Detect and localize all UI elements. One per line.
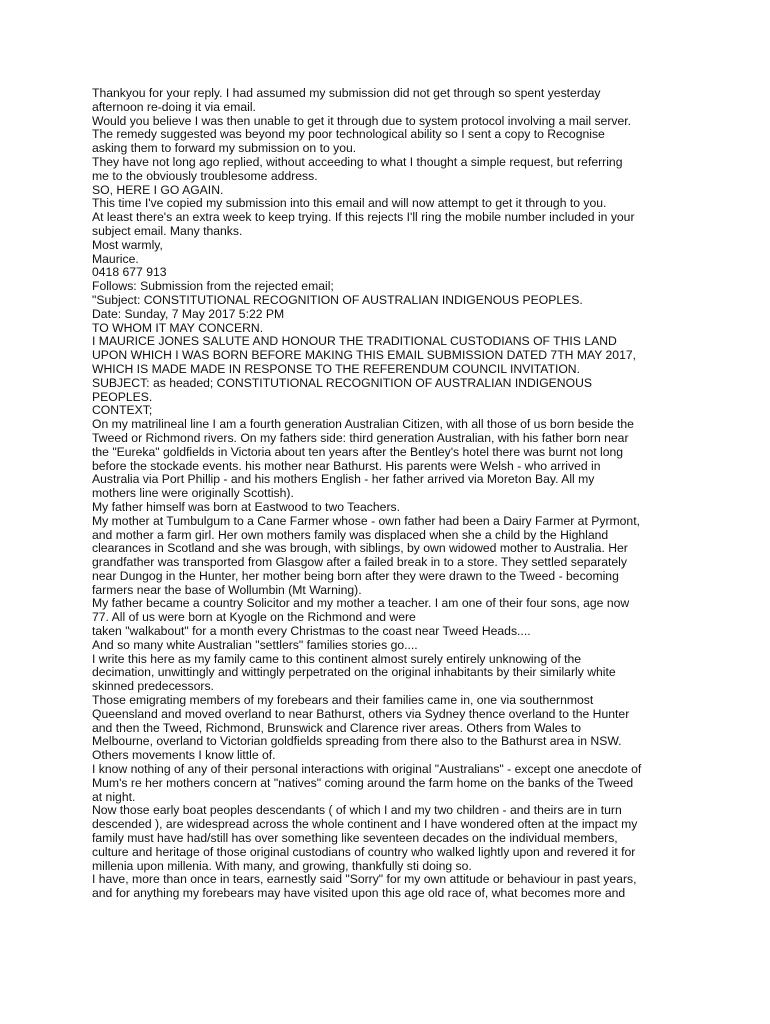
text-line: Most warmly, bbox=[92, 237, 163, 252]
text-line: CONTEXT; bbox=[92, 403, 153, 418]
text-line: PEOPLES. bbox=[92, 389, 153, 404]
text-line: 0418 677 913 bbox=[92, 265, 167, 280]
text-line: At least there's an extra week to keep trying. If this rejects I'll ring the mobile number included in your bbox=[92, 210, 635, 225]
text-line: Date: Sunday, 7 May 2017 5:22 PM bbox=[92, 306, 285, 321]
text-line: This time I've copied my submission into this email and will now attempt to get it through to you. bbox=[92, 196, 607, 211]
text-line: subject email. Many thanks. bbox=[92, 223, 243, 238]
text-line: the "Eureka" goldfields in Victoria about ten years after the Bentley's hotel there was burnt not long bbox=[92, 444, 624, 459]
text-line: 77. All of us were born at Kyogle on the Richmond and were bbox=[92, 610, 416, 625]
text-line: SUBJECT: as headed; CONSTITUTIONAL RECOGNITION OF AUSTRALIAN INDIGENOUS bbox=[92, 375, 593, 390]
text-line: Queensland and moved overland to near Bathurst, others via Sydney thence overland to the Hunter bbox=[92, 706, 630, 721]
text-line: On my matrilineal line I am a fourth generation Australian Citizen, with all those of us born beside the bbox=[92, 417, 634, 432]
text-line: farmers near the base of Wollumbin (Mt Warning). bbox=[92, 582, 362, 597]
document-page bbox=[92, 87, 682, 901]
text-line: Mum's re her mothers concern at "natives" coming around the farm home on the banks of the Tweed bbox=[92, 775, 634, 790]
text-line: I MAURICE JONES SALUTE AND HONOUR THE TRADITIONAL CUSTODIANS OF THIS LAND bbox=[92, 334, 617, 349]
text-line: My father himself was born at Eastwood to two Teachers. bbox=[92, 499, 400, 514]
text-line: "Subject: CONSTITUTIONAL RECOGNITION OF AUSTRALIAN INDIGENOUS PEOPLES. bbox=[92, 292, 583, 307]
text-line: I know nothing of any of their personal interactions with original "Australians" - except one anecdote of bbox=[92, 762, 642, 777]
text-line: asking them to forward my submission on to you. bbox=[92, 141, 357, 156]
text-line: descended ), are widespread across the whole continent and I have wondered often at the impact my bbox=[92, 817, 638, 832]
text-line: Would you believe I was then unable to get it through due to system protocol involving a mail server. bbox=[92, 113, 632, 128]
text-line: mothers line were originally Scottish). bbox=[92, 486, 294, 501]
text-line: millenia upon millenia. With many, and growing, thankfully sti doing so. bbox=[92, 858, 472, 873]
text-line: skinned predecessors. bbox=[92, 679, 214, 694]
text-line: before the stockade events. his mother near Bathurst. His parents were Welsh - who arrived in bbox=[92, 458, 601, 473]
text-line: They have not long ago replied, without acceeding to what I thought a simple request, but referring bbox=[92, 154, 623, 169]
text-line: grandfather was transported from Glasgow after a failed break in to a store. They settled separately bbox=[92, 555, 627, 570]
text-line: I have, more than once in tears, earnestly said "Sorry" for my own attitude or behaviour in past years, bbox=[92, 872, 637, 887]
text-line: clearances in Scotland and she was brough, with siblings, by own widowed mother to Australia. Her bbox=[92, 541, 628, 556]
text-line: My mother at Tumbulgum to a Cane Farmer whose - own father had been a Dairy Farmer at Pyrmont, bbox=[92, 513, 640, 528]
text-line: WHICH IS MADE MADE IN RESPONSE TO THE REFERENDUM COUNCIL INVITATION. bbox=[92, 361, 580, 376]
text-line: at night. bbox=[92, 789, 136, 804]
text-line: me to the obviously troublesome address. bbox=[92, 168, 318, 183]
text-line: UPON WHICH I WAS BORN BEFORE MAKING THIS EMAIL SUBMISSION DATED 7TH MAY 2017, bbox=[92, 348, 637, 363]
text-line: SO, HERE I GO AGAIN. bbox=[92, 182, 224, 197]
text-line: near Dungog in the Hunter, her mother being born after they were drawn to the Tweed - becoming bbox=[92, 568, 619, 583]
text-line: decimation, unwittingly and wittingly perpetrated on the original inhabitants by their similarly white bbox=[92, 665, 616, 680]
text-line: Australia via Port Phillip - and his mothers English - her father arrived via Moreton Bay. All my bbox=[92, 472, 595, 487]
text-line: Melbourne, overland to Victorian goldfields spreading from there also to the Bathurst area in NSW. bbox=[92, 734, 622, 749]
text-line: I write this here as my family came to this continent almost surely entirely unknowing of the bbox=[92, 651, 582, 666]
text-line: And so many white Australian "settlers" families stories go.... bbox=[92, 637, 418, 652]
text-line: Now those early boat peoples descendants ( of which I and my two children - and theirs are in turn bbox=[92, 803, 622, 818]
text-line: The remedy suggested was beyond my poor technological ability so I sent a copy to Recognise bbox=[92, 127, 605, 142]
text-line: taken "walkabout" for a month every Christmas to the coast near Tweed Heads.... bbox=[92, 624, 531, 639]
text-line: and for anything my forebears may have visited upon this age old race of, what becomes more and bbox=[92, 886, 626, 901]
text-line: Maurice. bbox=[92, 251, 139, 266]
text-line: Others movements I know little of. bbox=[92, 748, 276, 763]
text-line: TO WHOM IT MAY CONCERN. bbox=[92, 320, 264, 335]
text-line: and then the Tweed, Richmond, Brunswick and Clarence river areas. Others from Wales to bbox=[92, 720, 582, 735]
text-line: culture and heritage of those original custodians of country who walked lightly upon and revered it for bbox=[92, 844, 636, 859]
text-line: Thankyou for your reply. I had assumed my submission did not get through so spent yesterday bbox=[92, 86, 601, 100]
text-line: Tweed or Richmond rivers. On my fathers side: third generation Australian, with his father born near bbox=[92, 430, 629, 445]
text-line: and mother a farm girl. Her own mothers family was displaced when she a child by the Highland bbox=[92, 527, 609, 542]
text-line: afternoon re-doing it via email. bbox=[92, 99, 256, 114]
text-line: Those emigrating members of my forebears and their families came in, one via southernmost bbox=[92, 693, 594, 708]
text-line: family must have had/still has over something like seventeen decades on the individual members, bbox=[92, 831, 618, 846]
text-line: My father became a country Solicitor and my mother a teacher. I am one of their four sons, age now bbox=[92, 596, 630, 611]
text-line: Follows: Submission from the rejected email; bbox=[92, 279, 334, 294]
